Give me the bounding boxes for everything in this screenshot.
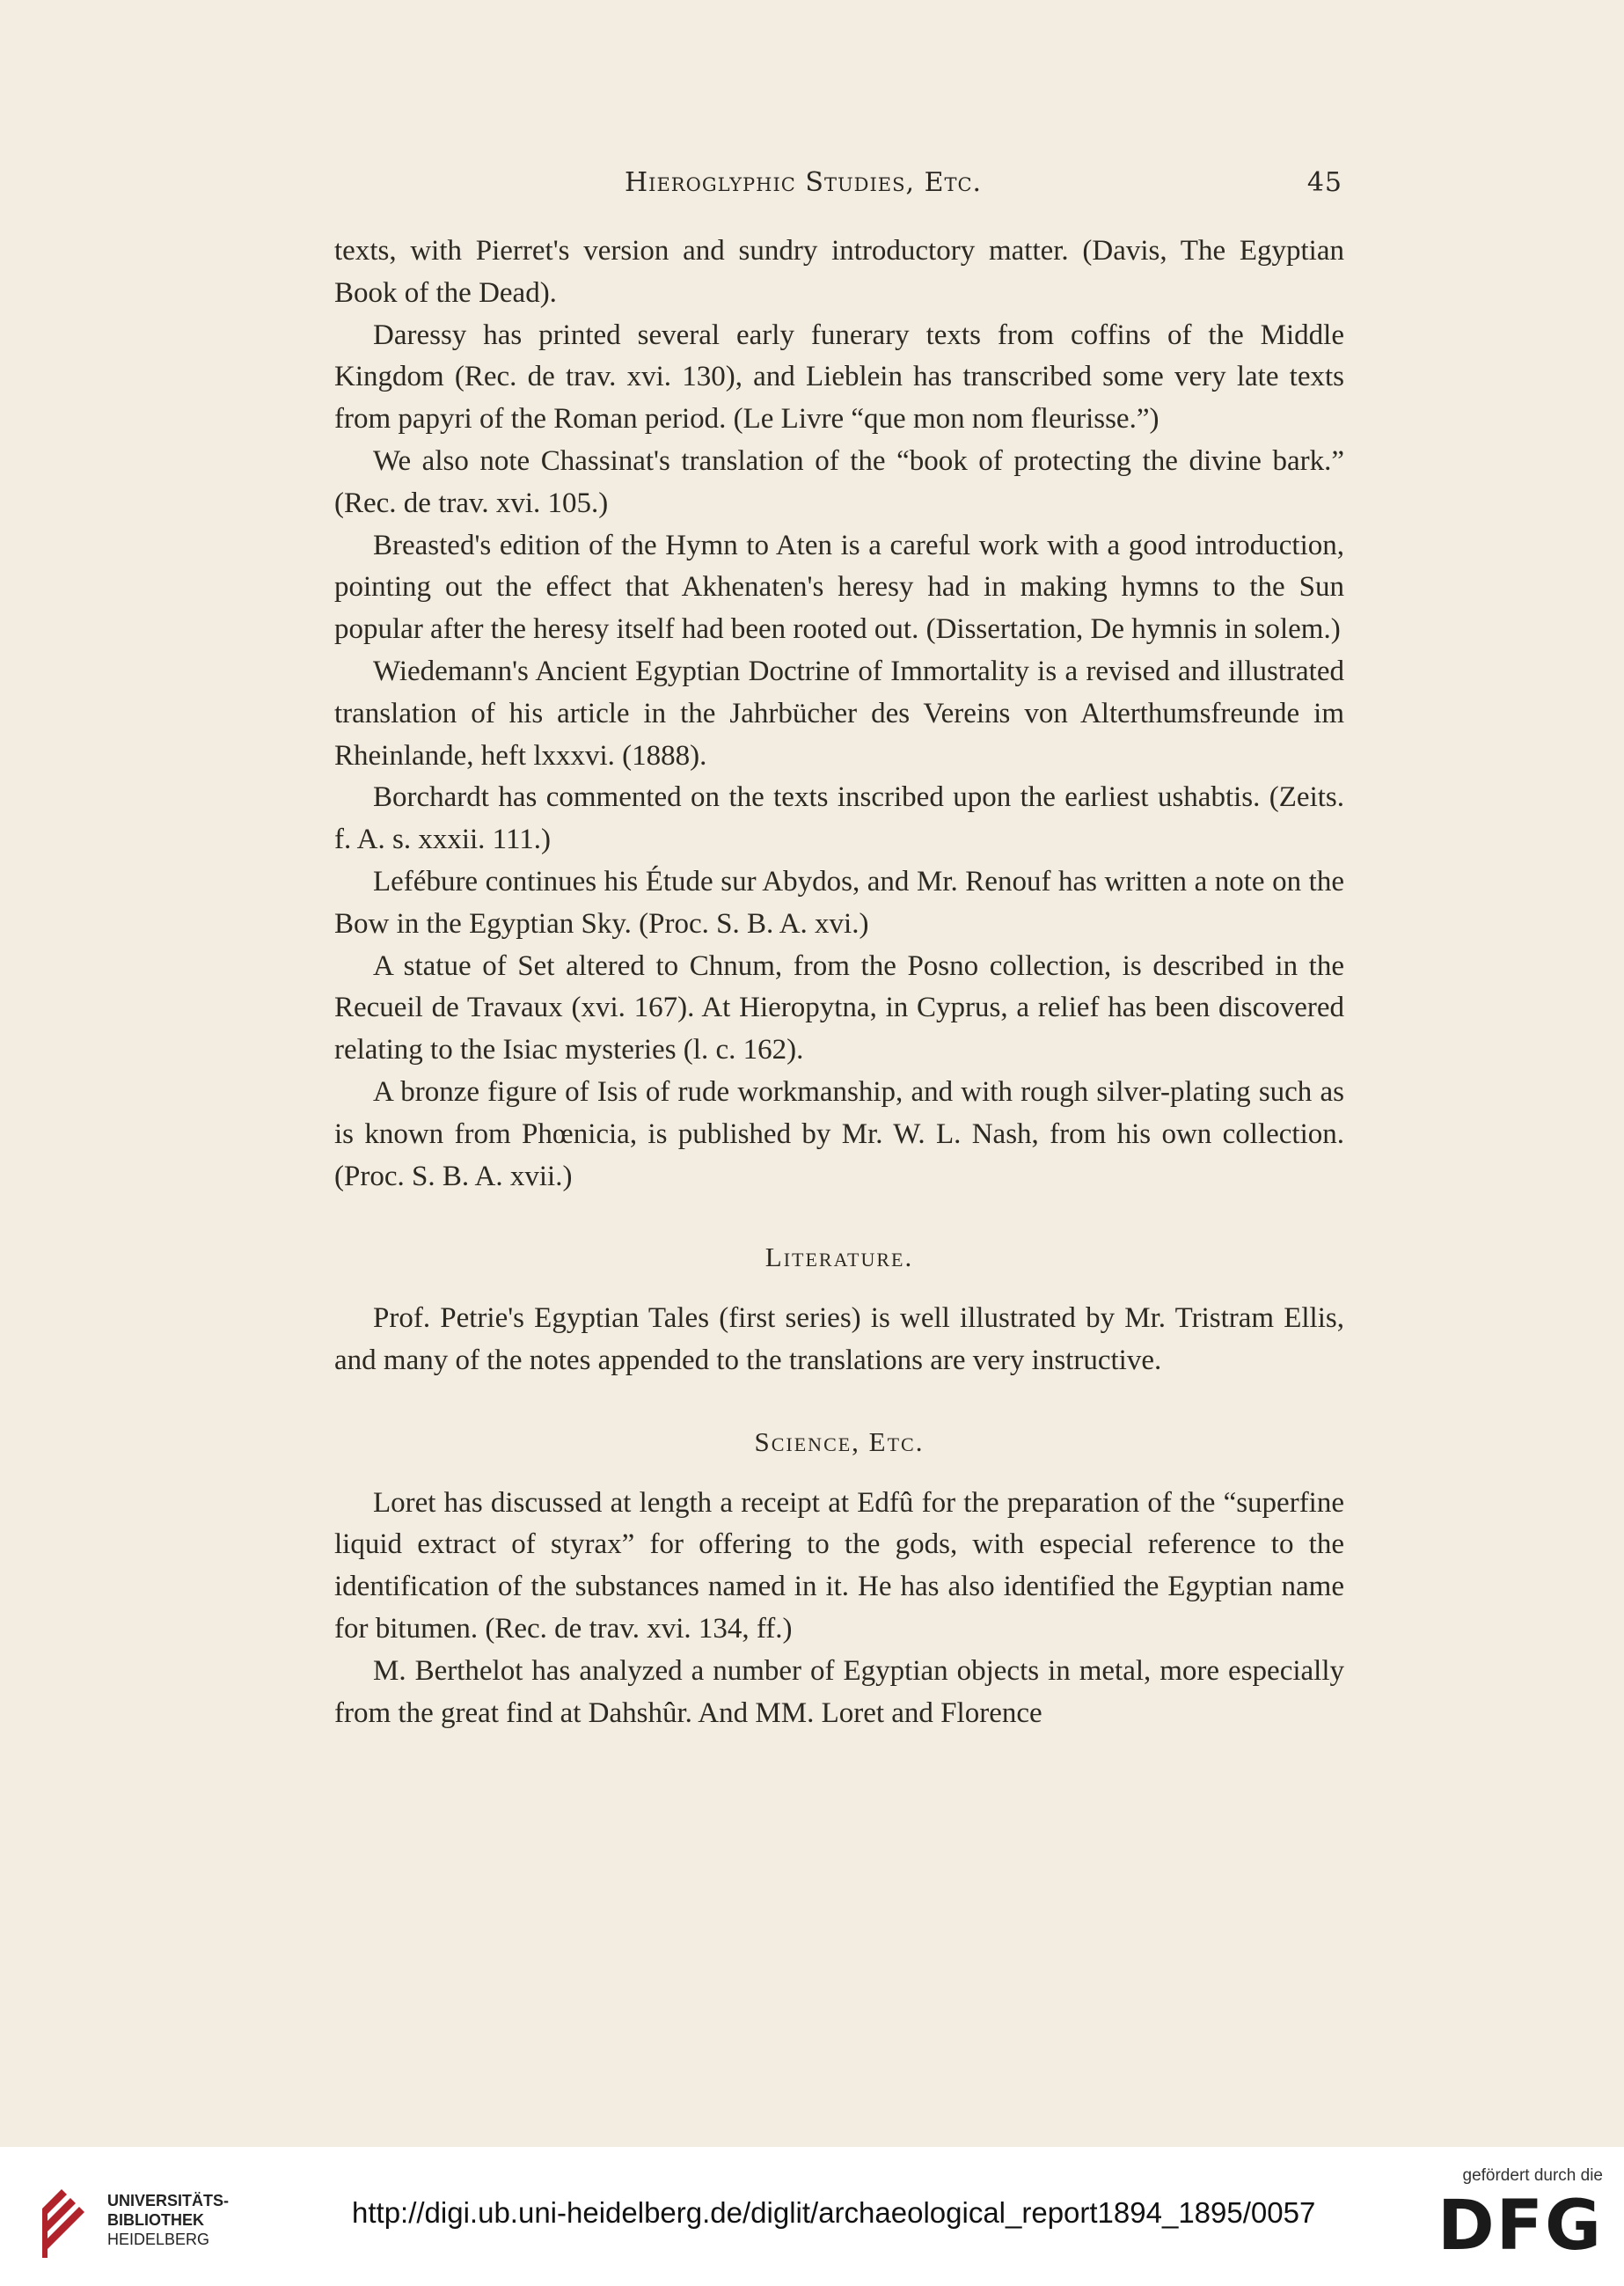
section-heading-science: Science, Etc.: [754, 1425, 925, 1457]
paragraph: Loret has discussed at length a receipt at Edfû for the preparation of the “superfine liquid extract of styrax” for offering to the gods, with especial reference to the identification of the substances named in it. He has also identified the Egyptian name for bitumen. (Rec. de trav. xvi. 134, ff.): [334, 1486, 1344, 1645]
library-name-line: UNIVERSITÄTS-: [107, 2192, 230, 2209]
paragraph: We also note Chassinat's translation of the “book of protecting the divine bark.” (Rec. de trav. xvi. 105.): [334, 444, 1344, 519]
library-name-line: BIBLIOTHEK: [107, 2211, 204, 2229]
viewer-footer: [0, 2147, 1624, 2286]
paragraph: A bronze figure of Isis of rude workmanship, and with rough silver-plating such as is known from Phœnicia, is published by Mr. W. L. Nash, from his own collection. (Proc. S. B. A. xvii.): [334, 1075, 1344, 1192]
paragraph: texts, with Pierret's version and sundry introductory matter. (Davis, The Egyptian Book of the Dead).: [334, 235, 1344, 309]
running-title: Hieroglyphic Studies, Etc.: [625, 167, 983, 198]
body-text: [334, 231, 1344, 1734]
paragraph: Prof. Petrie's Egyptian Tales (first series) is well illustrated by Mr. Tristram Ellis, and many of the notes appended to the translations are very instructive.: [334, 1302, 1344, 1376]
library-logo[interactable]: [35, 2182, 229, 2261]
funder-caption: gefördert durch die: [1462, 2166, 1603, 2185]
paragraph: A statue of Set altered to Chnum, from the Posno collection, is described in the Recueil de Travaux (xvi. 167). At Hieropytna, in Cyprus, a relief has been discovered relating to the Isiac mysteries (l. c. 162).: [334, 949, 1344, 1066]
page-number: 45: [1306, 167, 1342, 198]
permalink-url[interactable]: http://digi.ub.uni-heidelberg.de/diglit/archaeological_report1894_1895/0057: [352, 2196, 1316, 2229]
paragraph: Wiedemann's Ancient Egyptian Doctrine of Immortality is a revised and illustrated translation of his article in the Jahrbücher des Vereins von Alterthumsfreunde im Rheinlande, heft lxxxvi. (1888).: [334, 655, 1344, 772]
library-emblem-icon: [35, 2182, 97, 2261]
library-name-line: HEIDELBERG: [107, 2231, 210, 2248]
paragraph: Daressy has printed several early funerary texts from coffins of the Middle Kingdom (Rec. de trav. xvi. 130), and Lieblein has transcribed some very late texts from papyri of the Roman period. (Le Livre “que mon nom fleurisse.”): [334, 319, 1344, 436]
section-heading-literature: Literature.: [764, 1242, 914, 1273]
dfg-logo-icon: DFG: [1437, 2187, 1603, 2266]
funder-logo[interactable]: [1427, 2166, 1603, 2272]
paragraph: M. Berthelot has analyzed a number of Egyptian objects in metal, more especially from the great find at Dahshûr. And MM. Loret and Florence: [334, 1654, 1344, 1729]
library-name: [107, 2191, 229, 2249]
paragraph: Borchardt has commented on the texts inscribed upon the earliest ushabtis. (Zeits. f. A. s. xxxii. 111.): [334, 781, 1344, 856]
paragraph: Lefébure continues his Étude sur Abydos, and Mr. Renouf has written a note on the Bow in the Egyptian Sky. (Proc. S. B. A. xvi.): [334, 865, 1344, 940]
paragraph: Breasted's edition of the Hymn to Aten is a careful work with a good introduction, pointing out the effect that Akhenaten's heresy had in making hymns to the Sun popular after the heresy itself had been rooted out. (Dissertation, De hymnis in solem.): [334, 529, 1344, 646]
